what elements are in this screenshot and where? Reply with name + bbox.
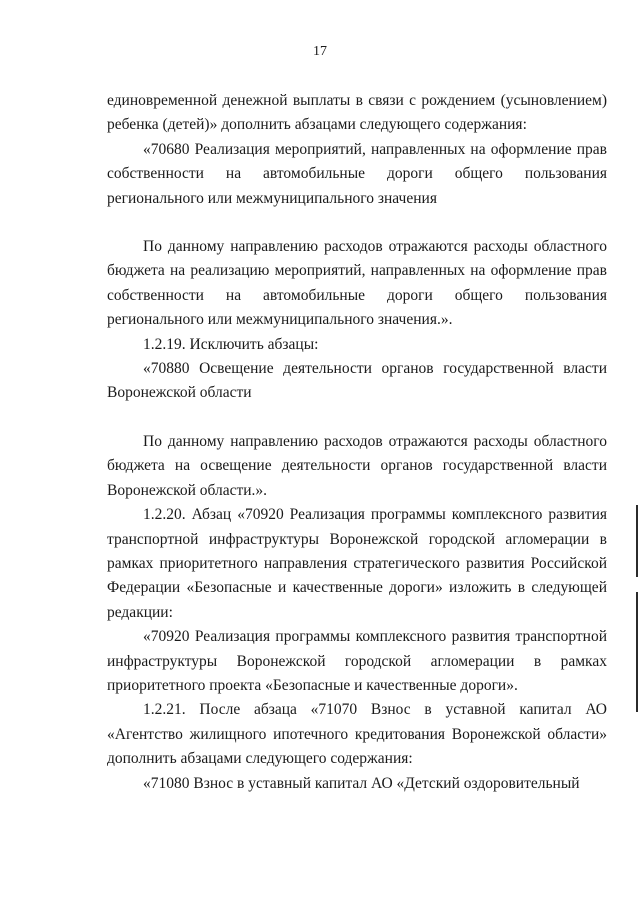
paragraph-1-2-20: 1.2.20. Абзац «70920 Реализация программы комплексного развития транспортной инфраструктуры Воронежской городской агломерации в рамках приоритетного направления стратегического развития Российской Федерации «Безопасные и качественные дороги» изложить в следующей редакции:: [107, 506, 607, 621]
document-body: [107, 89, 607, 796]
paragraph-70880-heading: «70880 Освещение деятельности органов государственной власти Воронежской области: [107, 360, 607, 402]
paragraph-70920-new: «70920 Реализация программы комплексного развития транспортной инфраструктуры Воронежской городской агломерации в рамках приоритетного проекта «Безопасные и качественные дороги».: [107, 628, 607, 694]
paragraph-1-2-19: 1.2.19. Исключить абзацы:: [143, 335, 319, 353]
paragraph-1-2-21: 1.2.21. После абзаца «71070 Взнос в уставной капитал АО «Агентство жилищного ипотечного кредитования Воронежской области» дополнить абзацами следующего содержания:: [107, 701, 607, 768]
scan-edge-mark: [636, 592, 638, 712]
paragraph-70680-description: По данному направлению расходов отражаются расходы областного бюджета на реализацию мероприятий, направленных на оформление прав собственности на автомобильные дороги общего пользования регионального или межмуниципального значения.».: [107, 238, 607, 329]
page-number: 17: [313, 44, 327, 59]
paragraph-continuation: единовременной денежной выплаты в связи с рождением (усыновлением) ребенка (детей)» дополнить абзацами следующего содержания:: [107, 92, 607, 134]
paragraph-70880-description: По данному направлению расходов отражаются расходы областного бюджета на освещение деятельности органов государственной власти Воронежской области.».: [107, 432, 607, 499]
paragraph-70680-heading: «70680 Реализация мероприятий, направленных на оформление прав собственности на автомобильные дороги общего пользования регионального или межмуниципального значения: [107, 140, 607, 207]
scan-edge-mark: [636, 505, 638, 577]
paragraph-71080-heading: «71080 Взнос в уставный капитал АО «Детский оздоровительный: [143, 774, 580, 792]
